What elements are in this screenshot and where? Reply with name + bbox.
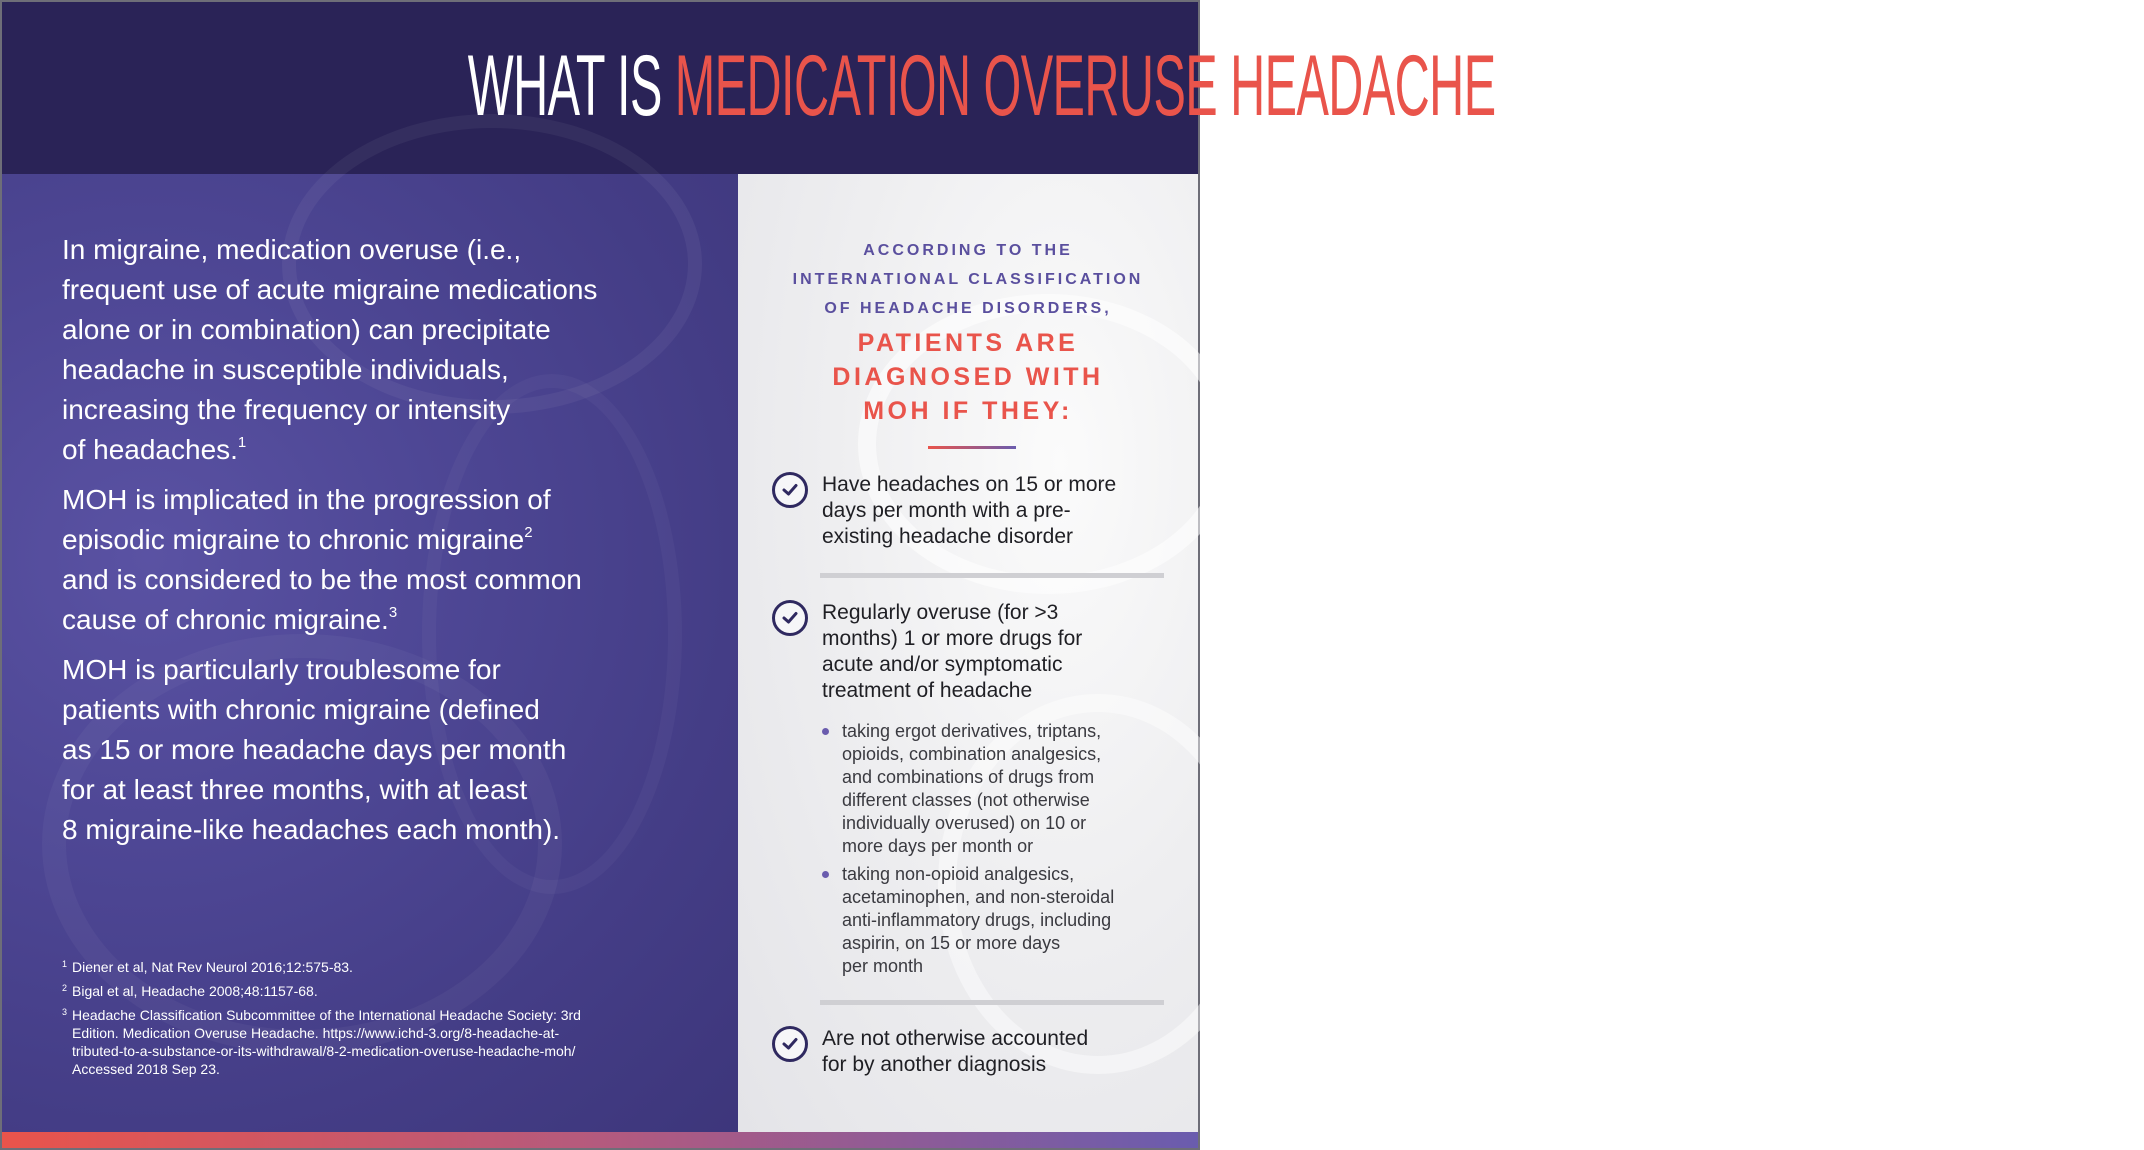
criteria-divider: [820, 1000, 1164, 1005]
bullet-dot-icon: [822, 728, 829, 735]
title-part-what-is: WHAT IS: [467, 38, 675, 134]
sub-bullet-list: [822, 720, 1162, 983]
reference-item: 3 Headache Classification Subcommittee of the International Headache Society: 3rd Edition. Medication Overuse Headache. https://www.ichd-3.org/8-headache-at- tributed-to-a-substance-or-its-withdrawal/8-2-medication-overuse-headache-moh/ Accessed 2018 Sep 23.: [62, 1007, 581, 1077]
according-heading: ACCORDING TO THE INTERNATIONAL CLASSIFICATION OF HEADACHE DISORDERS,: [792, 242, 1144, 317]
checkmark-icon: [772, 472, 808, 508]
reference-item: 2 Bigal et al, Headache 2008;48:1157-68.: [62, 983, 318, 999]
page-title: [2, 26, 1678, 146]
bottom-gradient-bar: [2, 1132, 1198, 1148]
paragraph-definition: In migraine, medication overuse (i.e., frequent use of acute migraine medications alone or in combination) can precipitate headache in susceptible individuals, increasing the frequency or intensity of headaches.$^1$: [62, 234, 598, 465]
checkmark-icon: [772, 1026, 808, 1062]
title-part-moh-name: MEDICATION OVERUSE HEADACHE: [674, 38, 1496, 134]
diagnosed-heading: PATIENTS ARE DIAGNOSED WITH MOH IF THEY:: [832, 329, 1104, 425]
right-panel: ACCORDING TO THE INTERNATIONAL CLASSIFICATION OF HEADACHE DISORDERS, PATIENTS ARE DIAGNOSED WITH MOH IF THEY: Have headaches on 15 or more days per month with a pre- existing headache disorder Regularly overuse (for >3 months) 1 or more drugs for acute and/or symptomatic treatment of headache taking ergot derivatives, triptans, opioids, combination analgesics, and combinations of drugs from different classes (not otherwise individually overused) on 10 or more days per month or taking non-opioid analgesics, acetaminophen, and non-steroidal anti-inflammatory drugs, including aspirin, on 15 or more days per month Are not otherwise accounted for by another diagnosis: [738, 174, 1198, 1132]
checkmark-icon: [772, 600, 808, 636]
paragraph-chronic-migraine: MOH is particularly troublesome for patients with chronic migraine (defined as 15 or more headache days per month for at least three months, with at least 8 migraine-like headaches each month).: [62, 654, 567, 845]
citation-2: 2: [524, 524, 533, 541]
heading-divider: [928, 446, 1016, 449]
citation-1: 1: [237, 434, 247, 451]
list-item: taking non-opioid analgesics, acetaminophen, and non-steroidal anti-inflammatory drugs, including aspirin, on 15 or more days per month: [822, 863, 1162, 978]
criteria-divider: [820, 573, 1164, 578]
references: [62, 958, 702, 1084]
title-part-moh-abbr: (MOH)?: [1495, 38, 1678, 134]
list-item: taking ergot derivatives, triptans, opioids, combination analgesics, and combinations of drugs from different classes (not otherwise individually overused) on 10 or more days per month or: [822, 720, 1162, 858]
paragraph-progression: MOH is implicated in the progression of episodic migraine to chronic migraine$^2$ and is considered to be the most common cause of chronic migraine.$^3$: [62, 484, 582, 635]
bullet-dot-icon: [822, 871, 829, 878]
reference-item: 1 Diener et al, Nat Rev Neurol 2016;12:575-83.: [62, 959, 353, 975]
citation-3: 3: [388, 604, 398, 621]
left-panel: [2, 174, 738, 1132]
